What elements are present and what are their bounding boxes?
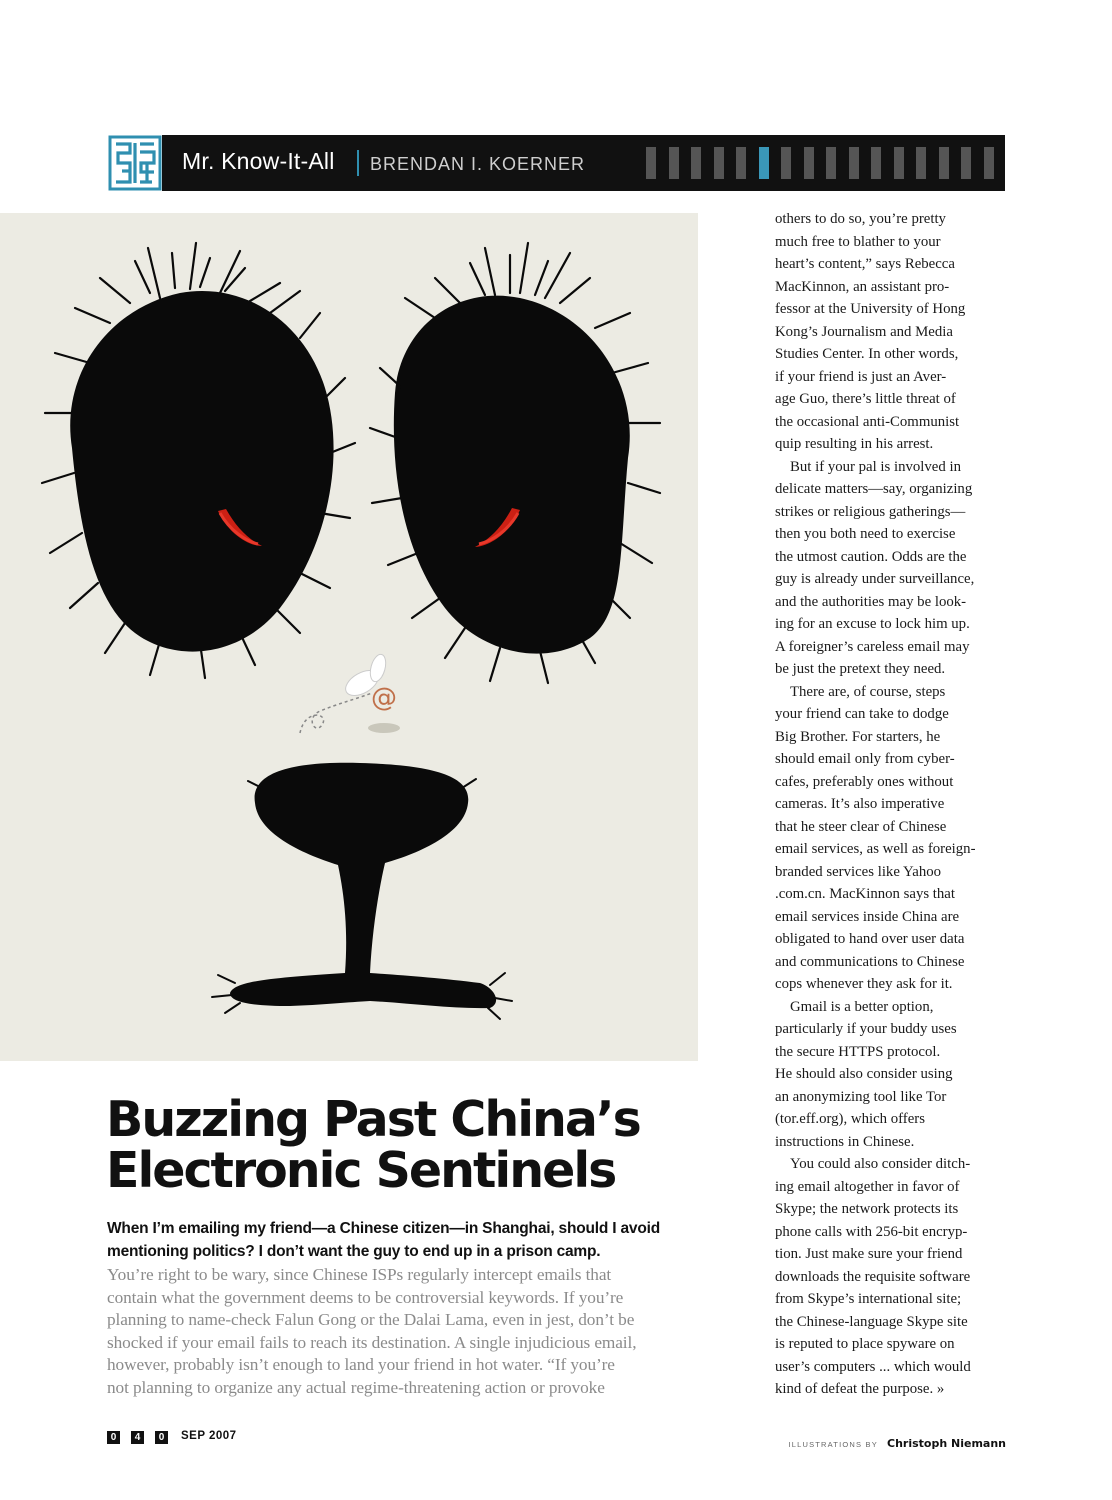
title-divider <box>357 150 359 176</box>
column-line: cameras. It’s also imperative <box>775 796 945 812</box>
column-line: A foreigner’s careless email may <box>775 638 970 655</box>
column-line: should email only from cyber- <box>775 751 955 767</box>
issue-date: SEP 2007 <box>181 1430 237 1442</box>
progress-tick <box>669 147 679 179</box>
column-line: that he steer clear of Chinese <box>775 818 947 835</box>
column-line: MacKinnon, an assistant pro- <box>775 278 950 295</box>
progress-tick <box>939 147 949 179</box>
column-line: email services inside China are <box>775 908 960 925</box>
panda-face-illustration <box>0 213 698 1061</box>
page-digit: 4 <box>131 1431 144 1444</box>
page-digit: 0 <box>155 1431 168 1444</box>
column-line: Big Brother. For starters, he <box>775 728 941 745</box>
answer-line: planning to name-check Falun Gong or the Dalai Lama, even in jest, don’t be <box>107 1310 635 1329</box>
column-line: cafes, preferably ones without <box>775 773 954 790</box>
tangled-glyph-logo-icon <box>108 135 162 191</box>
column-line: You could also consider ditch- <box>790 1156 971 1172</box>
column-author: BRENDAN I. KOERNER <box>370 154 586 174</box>
section-header-bar <box>108 135 1005 191</box>
column-line: branded services like Yahoo <box>775 863 942 880</box>
article-headline <box>106 1091 706 1199</box>
progress-tick <box>916 147 926 179</box>
column-line: from Skype’s international site; <box>775 1291 962 1307</box>
progress-tick-current <box>759 147 769 179</box>
column-line: and the authorities may be look- <box>775 593 967 610</box>
answer-line: not planning to organize any actual regime-threatening action or provoke <box>107 1377 605 1397</box>
column-line: ing email altogether in favor of <box>775 1178 960 1195</box>
column-line: user’s computers ... which would <box>775 1358 971 1375</box>
progress-tick <box>826 147 836 179</box>
column-line: He should also consider using <box>775 1066 953 1082</box>
page-digit: 0 <box>107 1431 120 1444</box>
column-line: instructions in Chinese. <box>775 1133 915 1150</box>
column-line: (tor.eff.org), which offers <box>775 1111 925 1127</box>
section-title: Mr. Know-It-All <box>182 148 335 174</box>
at-symbol: @ <box>371 683 397 713</box>
column-line: Skype; the network protects its <box>775 1201 959 1217</box>
column-line: There are, of course, steps <box>790 683 946 700</box>
panda-nose-mouth <box>212 763 512 1019</box>
progress-tick <box>961 147 971 179</box>
column-line: delicate matters—say, organizing <box>775 481 973 497</box>
question-line: When I’m emailing my friend—a Chinese citizen—in Shanghai, should I avoid <box>107 1220 660 1237</box>
progress-tick <box>894 147 904 179</box>
headline-line: Buzzing Past China’s <box>106 1091 640 1148</box>
column-line: your friend can take to dodge <box>775 706 949 722</box>
answer-line: contain what the government deems to be controversial keywords. If you’re <box>107 1287 624 1307</box>
progress-tick <box>736 147 746 179</box>
question-line: mentioning politics? I don’t want the guy to end up in a prison camp. <box>107 1242 601 1260</box>
column-line: Gmail is a better option, <box>790 998 934 1015</box>
column-line: obligated to hand over user data <box>775 931 965 947</box>
progress-tick <box>804 147 814 179</box>
column-line: then you both need to exercise <box>775 526 956 542</box>
column-line: the Chinese-language Skype site <box>775 1313 968 1330</box>
column-line: an anonymizing tool like Tor <box>775 1088 947 1105</box>
column-line: if your friend is just an Aver- <box>775 368 947 385</box>
headline-line: Electronic Sentinels <box>106 1142 616 1199</box>
email-fly-icon <box>300 653 400 733</box>
column-line: much free to blather to your <box>775 233 941 250</box>
right-eye-patch <box>370 243 660 683</box>
column-line: strikes or religious gatherings— <box>775 503 966 520</box>
column-line: ing for an excuse to lock him up. <box>775 616 970 632</box>
column-line: Studies Center. In other words, <box>775 346 959 362</box>
column-line: particularly if your buddy uses <box>775 1021 957 1037</box>
progress-tick <box>871 147 881 179</box>
column-line: kind of defeat the purpose. » <box>775 1381 945 1397</box>
credit-name: Christoph Niemann <box>887 1437 1006 1450</box>
body-column <box>775 208 1015 1401</box>
column-line: But if your pal is involved in <box>790 458 961 475</box>
answer-line: shocked if your email fails to reach its destination. A single injudicious email, <box>107 1332 637 1352</box>
column-line: fessor at the University of Hong <box>775 301 966 317</box>
column-line: the occasional anti-Communist <box>775 413 960 430</box>
answer-intro <box>107 1264 707 1399</box>
column-line: heart’s content,” says Rebecca <box>775 256 955 272</box>
credit-label: ILLUSTRATIONS BY <box>788 1440 878 1449</box>
column-line: email services, as well as foreign- <box>775 841 976 857</box>
column-line: tion. Just make sure your friend <box>775 1246 963 1262</box>
column-line: quip resulting in his arrest. <box>775 436 934 452</box>
column-line: phone calls with 256-bit encryp- <box>775 1223 968 1240</box>
column-line: guy is already under surveillance, <box>775 571 975 587</box>
progress-tick <box>849 147 859 179</box>
column-line: downloads the requisite software <box>775 1268 971 1285</box>
progress-tick <box>714 147 724 179</box>
progress-tick <box>691 147 701 179</box>
column-line: be just the pretext they need. <box>775 661 946 677</box>
column-line: Kong’s Journalism and Media <box>775 323 953 340</box>
column-line: age Guo, there’s little threat of <box>775 391 956 407</box>
answer-line: however, probably isn’t enough to land your friend in hot water. “If you’re <box>107 1355 615 1374</box>
progress-tick <box>646 147 656 179</box>
illustration-credit <box>784 1432 1006 1451</box>
column-line: and communications to Chinese <box>775 953 965 970</box>
left-eye-patch <box>42 243 355 678</box>
column-line: cops whenever they ask for it. <box>775 976 953 992</box>
answer-line: You’re right to be wary, since Chinese ISPs regularly intercept emails that <box>107 1265 612 1284</box>
column-line: .com.cn. MacKinnon says that <box>775 886 955 902</box>
column-line: others to do so, you’re pretty <box>775 211 946 227</box>
reader-question <box>107 1218 707 1263</box>
column-line: the utmost caution. Odds are the <box>775 548 967 565</box>
column-line: is reputed to place spyware on <box>775 1336 955 1352</box>
column-line: the secure HTTPS protocol. <box>775 1043 941 1060</box>
progress-tick <box>984 147 994 179</box>
progress-tick <box>781 147 791 179</box>
